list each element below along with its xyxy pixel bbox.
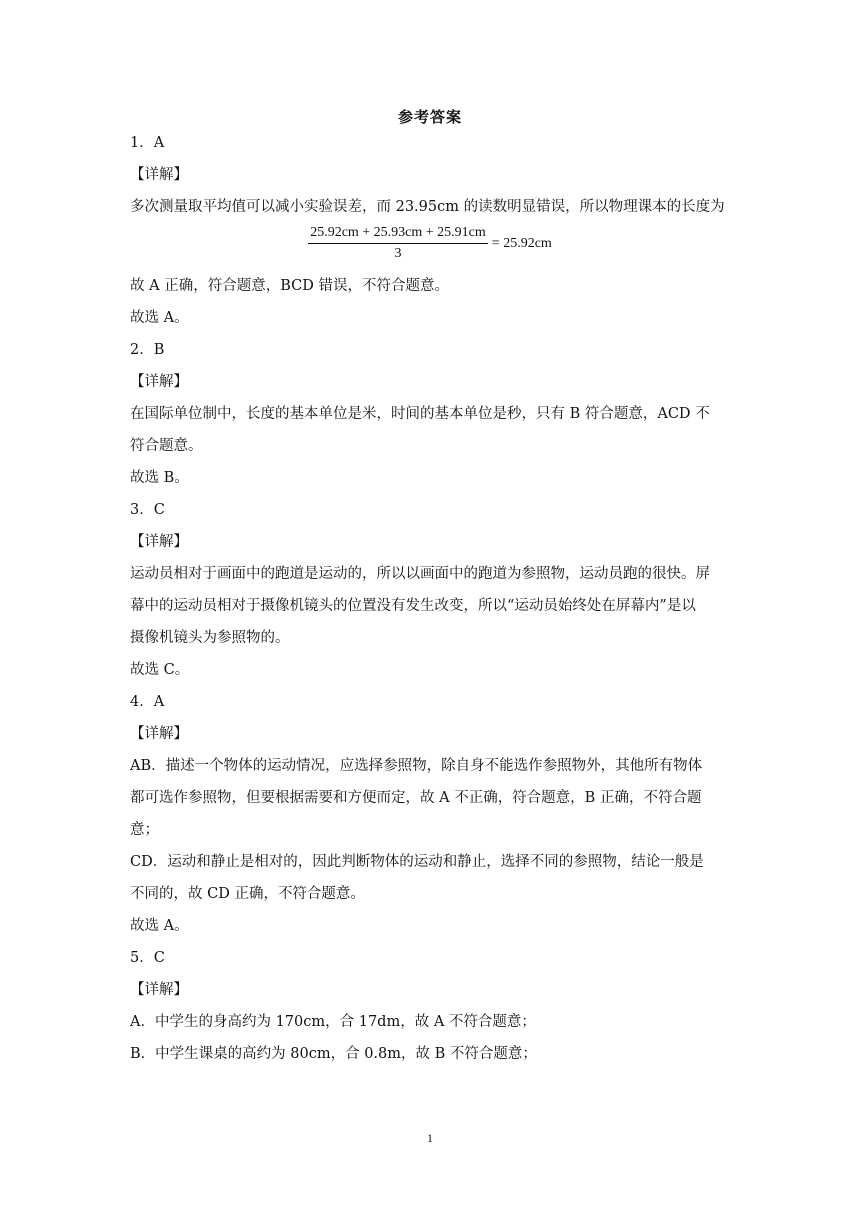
q1-detail-heading: 【详解】 — [130, 167, 188, 183]
q3-explanation-line: 摄像机镜头为参照物的。 — [130, 630, 290, 646]
page-title: 参考答案 — [397, 108, 462, 126]
formula-numerator: 25.92cm + 25.93cm + 25.91cm — [308, 225, 488, 244]
q4-explanation-cd — [130, 852, 730, 904]
q2-answer: 2．B — [130, 342, 165, 358]
q1-choice: 故选 A。 — [130, 310, 189, 326]
q2-explanation — [130, 404, 730, 456]
q4-ab-line: AB．描述一个物体的运动情况，应选择参照物，除自身不能选作参照物外，其他所有物体 — [130, 758, 703, 774]
q4-cd-line: 不同的，故 CD 正确，不符合题意。 — [130, 886, 365, 902]
q4-ab-line: 都可选作参照物，但要根据需要和方便而定，故 A 不正确，符合题意，B 正确，不符合题 — [130, 790, 702, 806]
q2-explanation-line: 在国际单位制中，长度的基本单位是米，时间的基本单位是秒，只有 B 符合题意，ACD 不 — [130, 406, 710, 422]
formula-denominator: 3 — [394, 246, 402, 261]
q3-answer: 3．C — [130, 502, 165, 518]
q4-ab-line: 意； — [130, 822, 159, 838]
q5-detail-heading: 【详解】 — [130, 982, 188, 998]
q3-detail-heading: 【详解】 — [130, 534, 188, 550]
q1-answer: 1．A — [130, 135, 165, 151]
q1-formula — [130, 225, 730, 262]
answer-content — [130, 133, 730, 1076]
q2-explanation-line: 符合题意。 — [130, 438, 203, 454]
q5-option-a: A．中学生的身高约为 170cm，合 17dm，故 A 不符合题意； — [130, 1014, 536, 1030]
q4-cd-line: CD．运动和静止是相对的，因此判断物体的运动和静止，选择不同的参照物，结论一般是 — [130, 854, 704, 870]
q3-explanation-line: 幕中的运动员相对于摄像机镜头的位置没有发生改变，所以“运动员始终处在屏幕内”是以 — [130, 598, 696, 614]
q1-explanation: 多次测量取平均值可以减小实验误差，而 23.95cm 的读数明显错误，所以物理课本的长度为 — [130, 199, 725, 215]
q1-conclusion: 故 A 正确，符合题意，BCD 错误，不符合题意。 — [130, 278, 449, 294]
q4-detail-heading: 【详解】 — [130, 726, 188, 742]
page-number: 1 — [427, 1131, 433, 1145]
q2-detail-heading: 【详解】 — [130, 374, 188, 390]
formula-result: = 25.92cm — [491, 235, 552, 251]
q3-explanation — [130, 564, 730, 648]
q3-choice: 故选 C。 — [130, 662, 190, 678]
q2-choice: 故选 B。 — [130, 470, 189, 486]
q5-answer: 5．C — [130, 950, 165, 966]
q5-option-b: B．中学生课桌的高约为 80cm，合 0.8m，故 B 不符合题意； — [130, 1046, 537, 1062]
q4-choice: 故选 A。 — [130, 918, 189, 934]
formula-fraction — [308, 225, 488, 262]
q4-answer: 4．A — [130, 694, 165, 710]
q4-explanation-ab — [130, 756, 730, 840]
q3-explanation-line: 运动员相对于画面中的跑道是运动的，所以以画面中的跑道为参照物，运动员跑的很快。屏 — [130, 566, 710, 582]
